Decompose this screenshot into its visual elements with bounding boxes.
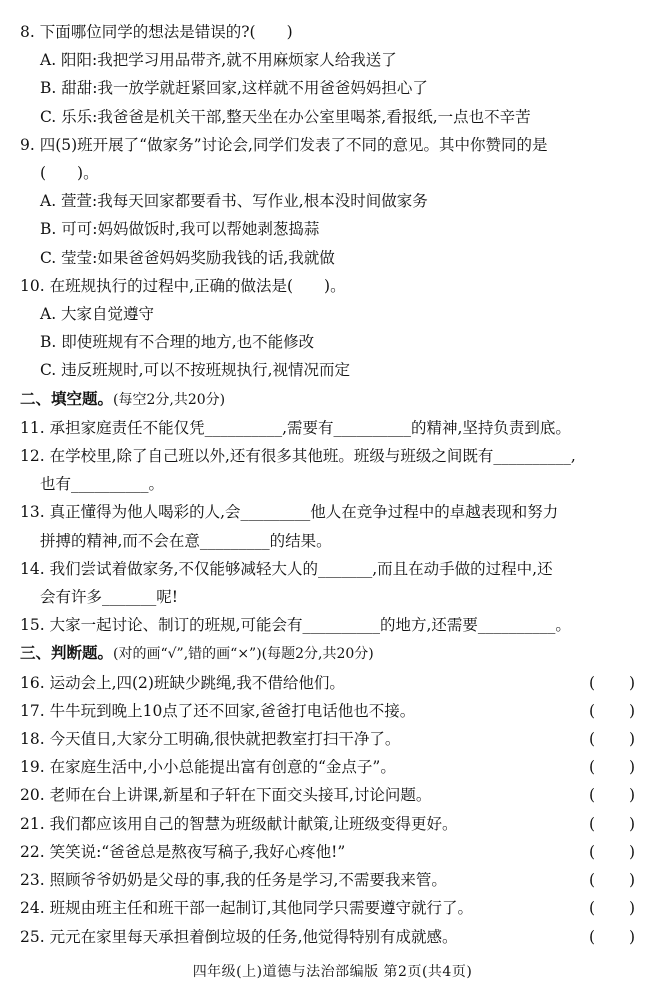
paren-close: ): [628, 927, 635, 946]
q8-option-a: A. 阳阳:我把学习用品带齐,就不用麻烦家人给我送了: [40, 51, 397, 70]
judge-item-text: 21. 我们都应该用自己的智慧为班级献计献策,让班级变得更好。: [20, 814, 458, 833]
answer-parentheses: [589, 781, 639, 809]
judge-item: [20, 923, 639, 951]
judge-item-text: 17. 牛牛玩到晚上10点了还不回家,爸爸打电话他也不接。: [20, 701, 416, 720]
judge-section-title: 三、判断题。: [20, 643, 114, 663]
q11: 11. 承担家庭责任不能仅凭__________,需要有__________的精神,坚持负责到底。: [20, 418, 571, 437]
answer-parentheses: [589, 894, 639, 922]
judge-item-text: 22. 笑笑说:“爸爸总是熬夜写稿子,我好心疼他!”: [20, 842, 346, 861]
paren-open: (: [589, 786, 596, 805]
judge-item-text: 20. 老师在台上讲课,新星和子轩在下面交头接耳,讨论问题。: [20, 786, 432, 805]
judge-item: [20, 697, 639, 725]
judge-item: [20, 753, 639, 781]
answer-parentheses: [589, 866, 639, 894]
judge-item-text: 18. 今天值日,大家分工明确,很快就把教室打扫干净了。: [20, 730, 401, 749]
answer-parentheses: [589, 923, 639, 951]
judge-item: [20, 866, 639, 894]
q9-option-b: B. 可可:妈妈做饭时,我可以帮她剥葱捣蒜: [40, 220, 320, 239]
answer-parentheses: [589, 753, 639, 781]
q15: 15. 大家一起讨论、制订的班规,可能会有__________的地方,还需要__________。: [20, 616, 571, 635]
answer-parentheses: [589, 838, 639, 866]
judge-item: [20, 894, 639, 922]
q8-option-b: B. 甜甜:我一放学就赶紧回家,这样就不用爸爸妈妈担心了: [40, 79, 428, 98]
q10-option-c: C. 违反班规时,可以不按班规执行,视情况而定: [40, 361, 351, 380]
paren-open: (: [589, 899, 596, 918]
q12-continued: 也有__________。: [40, 475, 165, 494]
answer-parentheses: [589, 725, 639, 753]
judge-item: [20, 810, 639, 838]
fill-section-note: (每空2分,共20分): [113, 391, 226, 408]
q12: 12. 在学校里,除了自己班以外,还有很多其他班。班级与班级之间既有__________,: [20, 447, 576, 466]
paren-open: (: [589, 758, 596, 777]
paren-open: (: [589, 927, 596, 946]
paren-close: ): [628, 730, 635, 749]
q13: 13. 真正懂得为他人喝彩的人,会_________他人在竞争过程中的卓越表现和努力: [20, 503, 559, 522]
paren-close: ): [628, 842, 635, 861]
answer-parentheses: [589, 669, 639, 697]
q9-stem: 9. 四(5)班开展了“做家务”讨论会,同学们发表了不同的意见。其中你赞同的是: [20, 135, 548, 154]
judge-item: [20, 781, 639, 809]
paren-close: ): [628, 673, 635, 692]
q8-stem: 8. 下面哪位同学的想法是错误的?( ): [20, 23, 293, 41]
q14: 14. 我们尝试着做家务,不仅能够减轻大人的_______,而且在动手做的过程中,还: [20, 559, 553, 578]
paren-close: ): [628, 871, 635, 890]
paren-open: (: [589, 871, 596, 890]
q10-stem: 10. 在班规执行的过程中,正确的做法是( )。: [20, 276, 346, 295]
paren-open: (: [589, 842, 596, 861]
judge-item-text: 23. 照顾爷爷奶奶是父母的事,我的任务是学习,不需要我来管。: [20, 871, 447, 890]
judge-section-heading: [20, 639, 639, 668]
q13-continued: 拼搏的精神,而不会在意_________的结果。: [40, 531, 332, 550]
q14-continued: 会有许多_______呢!: [40, 588, 178, 607]
q9-stem-continued: ( )。: [40, 164, 99, 183]
judge-section-note: (对的画“√”,错的画“×”)(每题2分,共20分): [113, 646, 374, 663]
page-footer: 四年级(上)道德与法治部编版 第2页(共4页): [192, 964, 473, 980]
fill-section-title: 二、填空题。: [20, 388, 114, 408]
paren-open: (: [589, 701, 596, 720]
q9-option-a: A. 萱萱:我每天回家都要看书、写作业,根本没时间做家务: [40, 192, 428, 211]
judge-item-text: 24. 班规由班主任和班干部一起制订,其他同学只需要遵守就行了。: [20, 899, 474, 918]
paren-close: ): [628, 899, 635, 918]
fill-section-heading: [20, 385, 639, 414]
q9-option-c: C. 莹莹:如果爸爸妈妈奖励我钱的话,我就做: [40, 248, 335, 267]
paren-open: (: [589, 673, 596, 692]
paren-open: (: [589, 814, 596, 833]
answer-parentheses: [589, 697, 639, 725]
q10-option-a: A. 大家自觉遵守: [40, 305, 155, 324]
paren-open: (: [589, 730, 596, 749]
paren-close: ): [628, 814, 635, 833]
judge-item: [20, 725, 639, 753]
judge-item-text: 16. 运动会上,四(2)班缺少跳绳,我不借给他们。: [20, 673, 345, 692]
judge-item-text: 19. 在家庭生活中,小小总能提出富有创意的“金点子”。: [20, 758, 396, 777]
paren-close: ): [628, 701, 635, 720]
judge-item: [20, 838, 639, 866]
paren-close: ): [628, 786, 635, 805]
q8-option-c: C. 乐乐:我爸爸是机关干部,整天坐在办公室里喝茶,看报纸,一点也不辛苦: [40, 107, 531, 126]
q10-option-b: B. 即使班规有不合理的地方,也不能修改: [40, 333, 315, 352]
answer-parentheses: [589, 810, 639, 838]
judge-item-text: 25. 元元在家里每天承担着倒垃圾的任务,他觉得特别有成就感。: [20, 927, 458, 946]
judge-item: [20, 669, 639, 697]
paren-close: ): [628, 758, 635, 777]
